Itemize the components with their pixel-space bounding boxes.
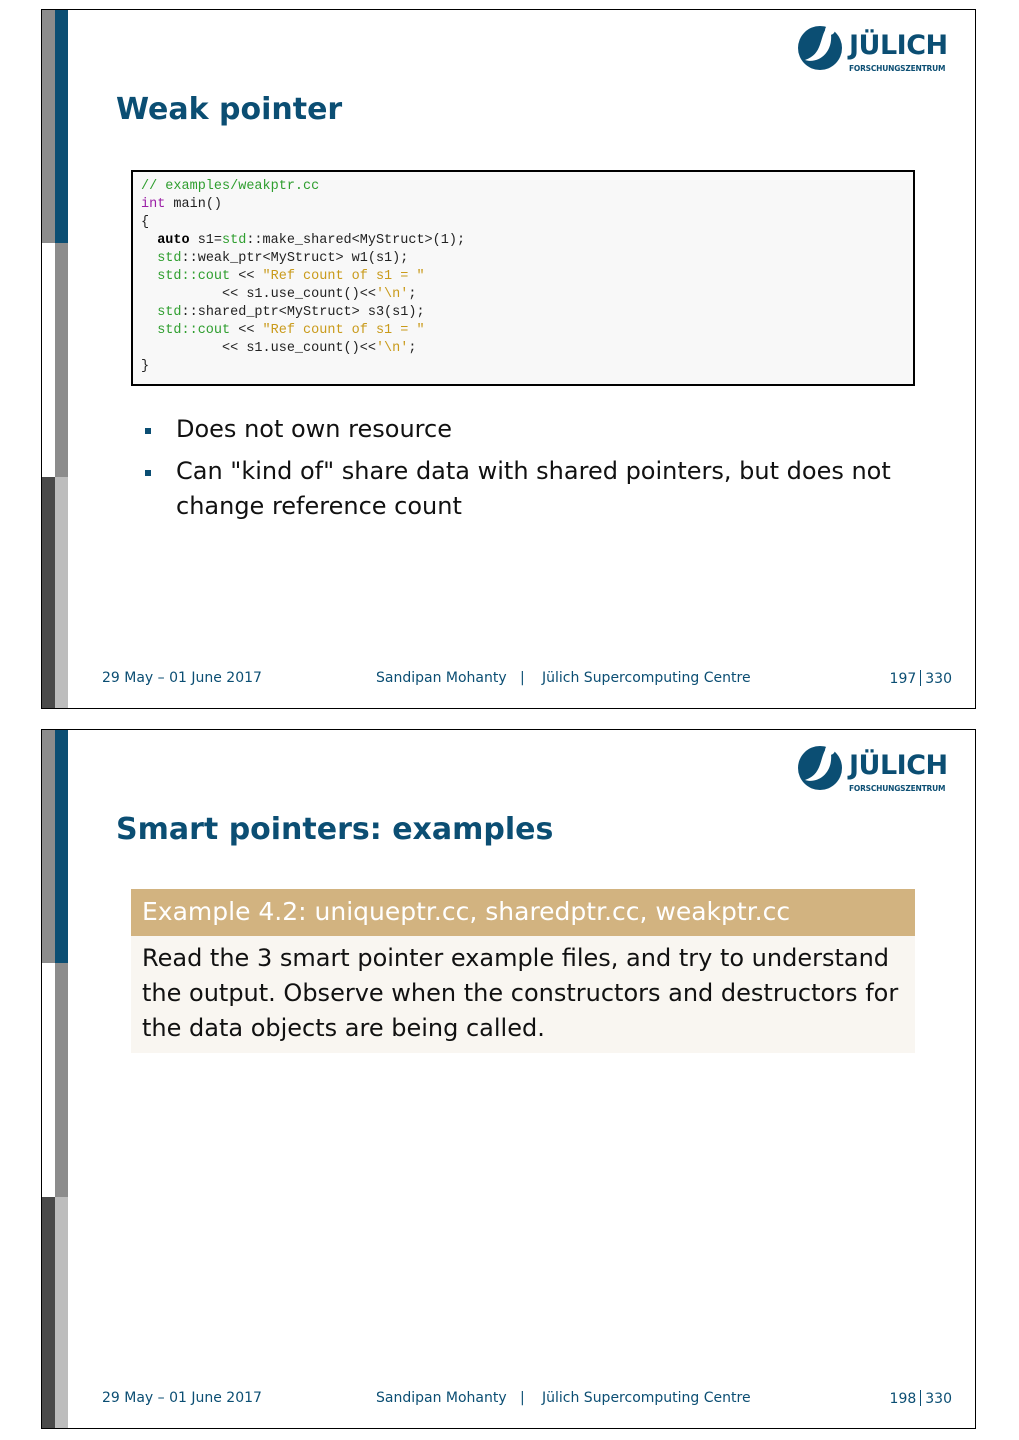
code-text: main() [165,197,223,212]
code-namespace: std::cout [157,323,231,338]
page-current: 198 [889,1391,917,1407]
slide-title: Weak pointer [116,92,343,127]
slide-weak-pointer [41,9,976,709]
bullet-item [142,454,902,524]
slide-smart-pointers-examples [41,729,976,1429]
logo-subtitle: FORSCHUNGSZENTRUM [849,784,946,793]
code-line [141,304,905,322]
slide-footer [42,1390,976,1410]
juelich-logo [797,24,957,76]
code-line [141,232,905,250]
bullet-marker [145,470,151,476]
juelich-logo [797,744,957,796]
code-line [141,214,905,232]
bullet-marker [145,428,151,434]
slide-footer [42,670,976,690]
page-total: 330 [925,1391,952,1407]
code-listing [131,170,915,386]
code-line [141,178,905,196]
logo-wordmark: JÜLICH [849,30,948,61]
code-text: ::shared_ptr<MyStruct> s3(s1); [181,305,425,320]
footer-date: 29 May – 01 June 2017 [102,670,262,686]
footer-organization: Jülich Supercomputing Centre [542,1390,751,1406]
code-text: ::weak_ptr<MyStruct> w1(s1); [181,251,409,266]
code-keyword: auto [157,233,190,248]
slide-title: Smart pointers: examples [116,812,554,847]
code-line [141,268,905,286]
bullet-item [142,412,902,447]
footer-author: Sandipan Mohanty [376,670,507,686]
code-text: } [141,359,150,374]
side-bar-inner [55,963,68,1197]
footer-date: 29 May – 01 June 2017 [102,1390,262,1406]
code-text: << [230,323,263,338]
code-namespace: std [157,305,182,320]
page-total: 330 [925,671,952,687]
footer-separator: | [520,670,525,686]
code-line [141,250,905,268]
code-text: << s1.use_count()<< [141,287,376,302]
logo-subtitle: FORSCHUNGSZENTRUM [849,64,946,73]
code-string: "Ref count of s1 = " [262,269,425,284]
bullet-text: Can "kind of" share data with shared pointers, but does not change reference count [176,457,891,520]
side-bar-outer [42,10,55,243]
code-string: '\n' [375,341,409,356]
code-keyword: int [141,197,166,212]
footer-organization: Jülich Supercomputing Centre [542,670,751,686]
code-line [141,196,905,214]
side-bar-inner [55,10,68,243]
code-text: << s1.use_count()<< [141,341,376,356]
example-body: Read the 3 smart pointer example files, and try to understand the output. Observe when the constructors and destructors for the data objects are being called. [131,936,915,1053]
code-text: ; [408,287,417,302]
example-header: Example 4.2: uniqueptr.cc, sharedptr.cc, weakptr.cc [131,889,915,936]
code-line [141,358,905,376]
footer-page-number [890,1390,952,1407]
code-text: { [141,215,150,230]
code-text: << [230,269,263,284]
page-current: 197 [889,671,917,687]
side-bar-inner [55,730,68,963]
code-namespace: std [222,233,247,248]
bullet-list [142,412,902,531]
side-bar-outer [42,730,55,963]
juelich-logo-icon [797,744,845,792]
code-namespace: std::cout [157,269,231,284]
code-comment: // examples/weakptr.cc [141,179,320,194]
code-string: "Ref count of s1 = " [262,323,425,338]
code-text: ; [408,341,417,356]
code-line [141,340,905,358]
page-divider [920,670,921,686]
logo-wordmark: JÜLICH [849,750,948,781]
footer-author: Sandipan Mohanty [376,1390,507,1406]
code-line [141,322,905,340]
side-bar-outer [42,243,55,477]
code-text: ::make_shared<MyStruct>(1); [246,233,466,248]
footer-page-number [890,670,952,687]
bullet-text: Does not own resource [176,415,452,443]
code-text: s1= [189,233,223,248]
juelich-logo-icon [797,24,845,72]
code-line [141,286,905,304]
code-string: '\n' [375,287,409,302]
side-bar-outer [42,963,55,1197]
page-divider [920,1390,921,1406]
code-namespace: std [157,251,182,266]
side-bar-inner [55,243,68,477]
footer-separator: | [520,1390,525,1406]
